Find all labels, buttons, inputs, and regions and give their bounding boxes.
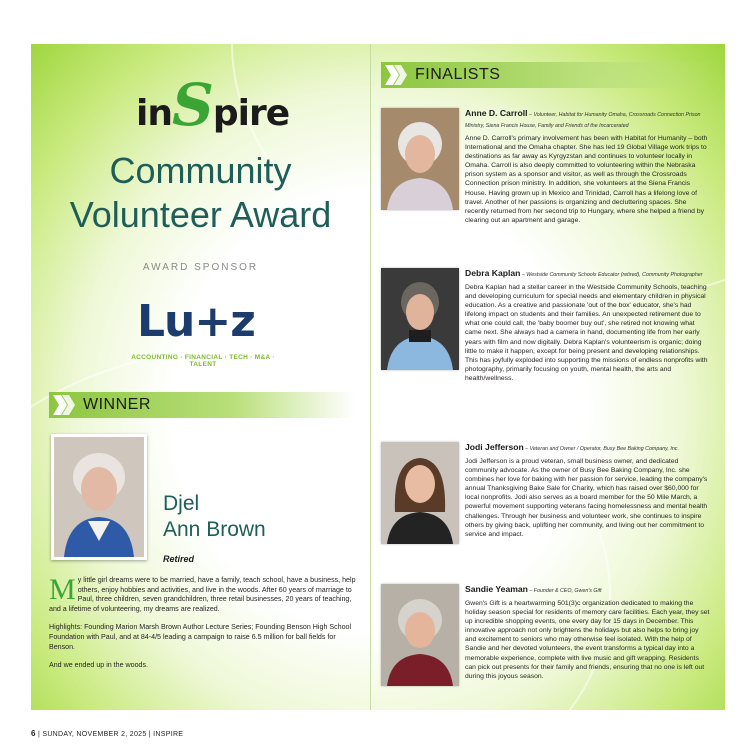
drop-cap: M bbox=[49, 573, 76, 606]
finalist-photo-sandie-yeaman bbox=[381, 584, 459, 686]
double-chevron-icon bbox=[53, 395, 77, 415]
winner-banner-label: WINNER bbox=[83, 396, 151, 413]
winner-first-name: Djel bbox=[163, 492, 200, 515]
finalist-portrait-image bbox=[381, 268, 459, 370]
finalist-bio: Jodi Jefferson is a proud veteran, small business owner, and dedicated community advocate. As the owner of Busy Bee Baking Company, Inc. she combines her love for baking with her passion for service, leading the company's annual Thanksgiving Bake Sale for Charity, which has raised over $60,000 for local nonprofits. Jodi also serves as a board member for the 50 Mile March, a powerful movement supporting veterans facing homelessness and mental health challenges. Through her business and volunteer work, she continues to inspire others by giving back, uplifting her community, and living out her commitment to service and impact. bbox=[465, 458, 708, 538]
logo-text-prefix: in bbox=[136, 93, 172, 134]
winner-closing: And we ended up in the woods. bbox=[49, 661, 148, 670]
winner-role: Retired bbox=[163, 554, 195, 564]
winner-paragraph-text: y little girl dreams were to be married, have a family, teach school, have a business, help others, enjoy hobbies and activities, and live in the woods. After 60 years of marriage to Paul, three children, seven grandchildren, three retail businesses, 20 years of teaching, and a lifetime of volunteering, my dreams are realized. bbox=[49, 576, 356, 613]
lutz-logo bbox=[137, 296, 267, 349]
finalist-entry bbox=[465, 108, 711, 225]
page-footer bbox=[31, 729, 183, 738]
sponsor-label: AWARD SPONSOR bbox=[142, 262, 259, 273]
finalist-portrait-image bbox=[381, 442, 459, 544]
finalist-portrait-image bbox=[381, 108, 459, 210]
finalist-photo-debra-kaplan bbox=[381, 268, 459, 370]
logo-text-s: S bbox=[171, 71, 213, 139]
finalist-bio: Anne D. Carroll's primary involvement has been with Habitat for Humanity – both International and the Omaha chapter. She has led 19 Global Village work trips to destinations as far away as Kyrgyzstan and continues to volunteer locally in Omaha. Carroll is also deeply committed to volunteering within the Nebraska prison system as a sponsor and visitor, as well as through the Crossroads Connection prison ministry. In addition, she volunteers at the Siena Francis House. Having grown up in Mexico and Trinidad, Carroll has a lifelong love of travel. Another of her passions is organizing and decluttering spaces. She recently returned from her second trip to Hungary, where she helped a friend by clearing out an apartment and garage. bbox=[465, 135, 708, 224]
finalist-photo-jodi-jefferson bbox=[381, 442, 459, 544]
lutz-logo-prefix: Lu bbox=[137, 296, 195, 347]
finalist-heading bbox=[465, 584, 711, 596]
finalist-description: – Veteran and Owner / Operator, Busy Bee Baking Company, Inc. bbox=[523, 446, 679, 452]
finalists-banner bbox=[381, 62, 711, 88]
finalist-description: – Westside Community Schools Educator (retired), Community Photographer bbox=[520, 272, 703, 278]
finalist-photo-anne-carroll bbox=[381, 108, 459, 210]
finalist-bio: Debra Kaplan had a stellar career in the Westside Community Schools, teaching and developing curriculum for special needs and elementary children in physical education. As a creative and passionate 'out of the box' educator, she's had lifelong impact on students and their families. An unexpected retirement due to what one could call, the 'baby boomer buy out', she retired not knowing what came next. She always had a camera in hand, documenting life from her early years with film and now digitally. Debra Kaplan's volunteerism is organic; doing little to make it happen, except for being present and developing relationships. This has joyfully exploded into supporting the missions of endless nonprofits with photography, primarily focusing on youth, mental health, the arts and health/wellness. bbox=[465, 284, 708, 382]
finalist-description: – Founder & CEO, Gwen's Gift bbox=[527, 588, 602, 594]
lutz-logo-suffix: z bbox=[230, 296, 255, 347]
winner-statement bbox=[49, 573, 357, 680]
finalist-heading bbox=[465, 268, 711, 280]
lutz-logo-plus: + bbox=[194, 296, 231, 347]
finalists-banner-label: FINALISTS bbox=[415, 66, 501, 83]
finalist-bio: Gwen's Gift is a heartwarming 501(3)c organization dedicated to making the holiday season special for residents of memory care facilities. Each year, they set up incredible shopping events, one every day for 15 days in December. This innovative approach not only brightens the holidays but also helps to bring joy and excitement to seniors who may otherwise feel isolated. With the help of Sandie and her devoted volunteers, the event transforms a typical day into a memorable experience, complete with live music and gift wrapping. Residents can pick out presents for their family and friends, ensuring that no one is left out during this joyous season. bbox=[465, 600, 710, 680]
lutz-tagline: ACCOUNTING · FINANCIAL · TECH · M&A · TALENT bbox=[131, 354, 275, 368]
finalist-name: Anne D. Carroll bbox=[465, 108, 528, 118]
double-chevron-icon bbox=[385, 65, 409, 85]
award-title-line1: Community bbox=[109, 150, 292, 191]
footer-info: | SUNDAY, NOVEMBER 2, 2025 | INSPIRE bbox=[35, 731, 184, 738]
finalist-heading bbox=[465, 108, 711, 131]
finalist-name: Sandie Yeaman bbox=[465, 584, 528, 594]
winner-portrait-image bbox=[54, 437, 144, 557]
finalist-name: Jodi Jefferson bbox=[465, 442, 524, 452]
finalist-entry bbox=[465, 442, 711, 539]
logo-text-suffix: pire bbox=[212, 93, 290, 134]
finalist-portrait-image bbox=[381, 584, 459, 686]
winner-highlights: Highlights: Founding Marion Marsh Brown Author Lecture Series; Founding Benson High School Foundation with Paul, and at 84-4/5 leading a campaign to raise 6.5 million for ball fields for Benson. bbox=[49, 623, 352, 651]
finalist-entry bbox=[465, 584, 711, 681]
winner-banner bbox=[49, 392, 355, 418]
finalist-heading bbox=[465, 442, 711, 454]
inspire-logo bbox=[136, 71, 290, 139]
winner-paragraph bbox=[49, 573, 357, 614]
winner-photo bbox=[51, 434, 147, 560]
finalist-entry bbox=[465, 268, 711, 383]
finalist-name: Debra Kaplan bbox=[465, 268, 521, 278]
finalist-description: – Volunteer, Habitat for Humanity Omaha, Crossroads Connection Prison Ministry, Siena Francis House, Family and Friends of the Incarcerated bbox=[465, 112, 701, 129]
page-number: 6 bbox=[31, 729, 36, 738]
award-title-line2: Volunteer Award bbox=[69, 194, 332, 235]
page-spread bbox=[31, 44, 725, 710]
winner-last-name: Ann Brown bbox=[163, 518, 266, 541]
